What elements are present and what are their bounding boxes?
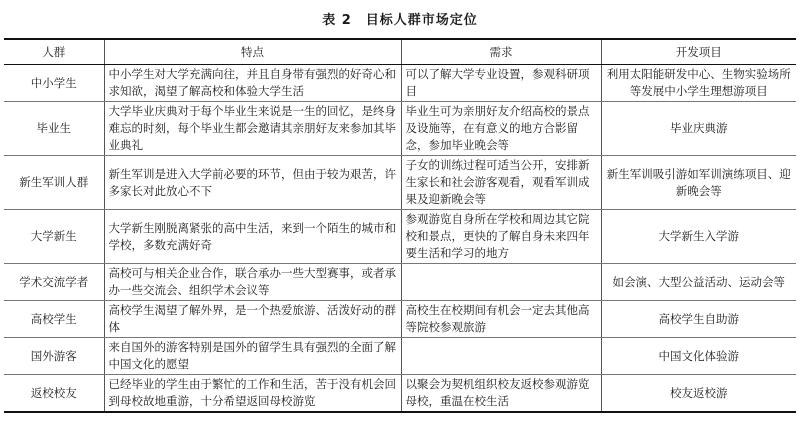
cell-projects: 中国文化体验游 xyxy=(601,338,796,375)
table-header xyxy=(4,39,796,65)
cell-features: 高校学生渴望了解外界，是一个热爱旅游、活泼好动的群体 xyxy=(104,301,401,338)
header-needs: 需求 xyxy=(401,39,601,65)
header-row xyxy=(4,39,796,65)
table-row xyxy=(4,65,796,102)
cell-needs: 以聚会为契机组织校友返校参观游览母校，重温在校生活 xyxy=(401,375,601,413)
cell-needs: 可以了解大学专业设置，参观科研项目 xyxy=(401,65,601,102)
cell-projects: 如会演、大型公益活动、运动会等 xyxy=(601,264,796,301)
table-body xyxy=(4,65,796,413)
cell-group: 学术交流学者 xyxy=(4,264,104,301)
cell-projects: 毕业庆典游 xyxy=(601,102,796,156)
header-projects: 开发项目 xyxy=(601,39,796,65)
cell-group: 返校校友 xyxy=(4,375,104,413)
cell-projects: 校友返校游 xyxy=(601,375,796,413)
table-row xyxy=(4,156,796,210)
cell-needs xyxy=(401,264,601,301)
table-row xyxy=(4,210,796,264)
cell-features: 来自国外的游客特别是国外的留学生具有强烈的全面了解中国文化的愿望 xyxy=(104,338,401,375)
header-group: 人群 xyxy=(4,39,104,65)
cell-needs: 高校生在校期间有机会一定去其他高等院校参观旅游 xyxy=(401,301,601,338)
cell-group: 国外游客 xyxy=(4,338,104,375)
cell-group: 毕业生 xyxy=(4,102,104,156)
cell-projects: 新生军训吸引游如军训演练项目、迎新晚会等 xyxy=(601,156,796,210)
cell-features: 中小学生对大学充满向往，并且自身带有强烈的好奇心和求知欲，渴望了解高校和体验大学生活 xyxy=(104,65,401,102)
cell-group: 新生军训人群 xyxy=(4,156,104,210)
cell-features: 大学新生刚脱离紧张的高中生活，来到一个陌生的城市和学校，多数充满好奇 xyxy=(104,210,401,264)
cell-features: 高校可与相关企业合作，联合承办一些大型赛事，或者承办一些交流会、组织学术会议等 xyxy=(104,264,401,301)
cell-group: 大学新生 xyxy=(4,210,104,264)
cell-projects: 利用太阳能研发中心、生物实验场所等发展中小学生理想游项目 xyxy=(601,65,796,102)
cell-needs xyxy=(401,338,601,375)
cell-needs: 参观游览自身所在学校和周边其它院校和景点，更快的了解自身未来四年要生活和学习的地方 xyxy=(401,210,601,264)
cell-features: 大学毕业庆典对于每个毕业生来说是一生的回忆，是终身难忘的时刻，每个毕业生都会邀请其亲朋好友来参加其毕业典礼 xyxy=(104,102,401,156)
cell-needs: 子女的训练过程可适当公开，安排新生家长和社会游客观看，观看军训成果及迎新晚会等 xyxy=(401,156,601,210)
cell-features: 新生军训是进入大学前必要的环节，但由于较为艰苦，许多家长对此放心不下 xyxy=(104,156,401,210)
cell-projects: 高校学生自助游 xyxy=(601,301,796,338)
cell-projects: 大学新生入学游 xyxy=(601,210,796,264)
table-row xyxy=(4,264,796,301)
cell-group: 中小学生 xyxy=(4,65,104,102)
table-row xyxy=(4,338,796,375)
cell-group: 高校学生 xyxy=(4,301,104,338)
market-positioning-table xyxy=(4,38,796,413)
table-row xyxy=(4,301,796,338)
table-row xyxy=(4,375,796,413)
cell-needs: 毕业生可为亲朋好友介绍高校的景点及设施等，在有意义的地方合影留念，参加毕业晚会等 xyxy=(401,102,601,156)
cell-features: 已经毕业的学生由于繁忙的工作和生活，苦于没有机会回到母校故地重游，十分希望返回母校游览 xyxy=(104,375,401,413)
table-row xyxy=(4,102,796,156)
header-features: 特点 xyxy=(104,39,401,65)
table-caption: 表 2 目标人群市场定位 xyxy=(322,13,478,28)
